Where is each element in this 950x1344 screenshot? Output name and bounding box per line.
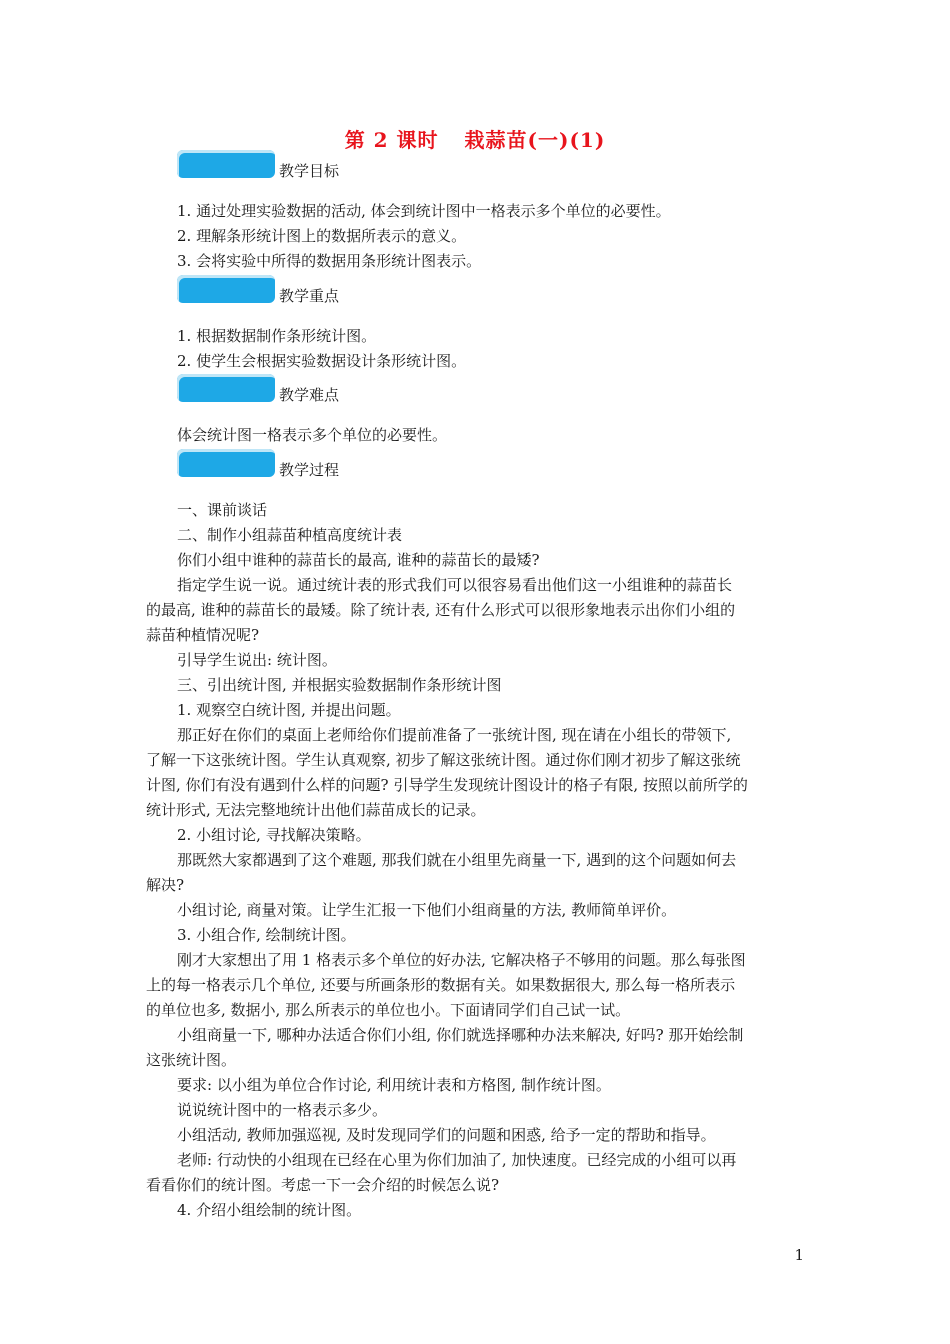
process-line: 解决? [146, 876, 185, 894]
process-line: 二、制作小组蒜苗种植高度统计表 [177, 526, 403, 544]
section-header-difficulties [177, 374, 577, 404]
process-line: 小组商量一下, 哪种办法适合你们小组, 你们就选择哪种办法来解决, 好吗? 那开始绘制 [177, 1026, 744, 1044]
process-line: 那正好在你们的桌面上老师给你们提前准备了一张统计图, 现在请在小组长的带领下, [177, 726, 732, 744]
section-badge [177, 449, 275, 477]
process-line: 计图, 你们有没有遇到什么样的问题? 引导学生发现统计图设计的格子有限, 按照以前所学的 [146, 776, 748, 794]
process-line: 3. 小组合作, 绘制统计图。 [177, 926, 356, 944]
process-line: 的单位也多, 数据小, 那么所表示的单位也小。下面请同学们自己试一试。 [146, 1001, 631, 1019]
title-lesson: 第 2 课时 [344, 128, 439, 152]
process-line: 指定学生说一说。通过统计表的形式我们可以很容易看出他们这一小组谁种的蒜苗长 [177, 576, 733, 594]
process-line: 那既然大家都遇到了这个难题, 那我们就在小组里先商量一下, 遇到的这个问题如何去 [177, 851, 737, 869]
key-point-item: 2. 使学生会根据实验数据设计条形统计图。 [177, 352, 467, 370]
process-line: 统计形式, 无法完整地统计出他们蒜苗成长的记录。 [146, 801, 486, 819]
difficulty-item: 体会统计图一格表示多个单位的必要性。 [177, 426, 448, 444]
process-line: 看看你们的统计图。考虑一下一会介绍的时候怎么说? [146, 1176, 500, 1194]
section-header-key-points [177, 275, 577, 305]
process-line: 的最高, 谁种的蒜苗长的最矮。除了统计表, 还有什么形式可以很形象地表示出你们小组的 [146, 601, 736, 619]
section-label: 教学目标 [279, 162, 340, 180]
process-line: 你们小组中谁种的蒜苗长的最高, 谁种的蒜苗长的最矮? [177, 551, 540, 569]
goal-item: 2. 理解条形统计图上的数据所表示的意义。 [177, 227, 467, 245]
process-line: 引导学生说出: 统计图。 [177, 651, 337, 669]
process-line: 4. 介绍小组绘制的统计图。 [177, 1201, 362, 1219]
section-badge [177, 275, 275, 303]
section-header-process [177, 449, 577, 479]
page-number: 1 [794, 1246, 804, 1264]
process-line: 刚才大家想出了用 1 格表示多个单位的好办法, 它解决格子不够用的问题。那么每张图 [177, 951, 746, 969]
process-line: 2. 小组讨论, 寻找解决策略。 [177, 826, 371, 844]
process-line: 了解一下这张统计图。学生认真观察, 初步了解这张统计图。通过你们刚才初步了解这张统 [146, 751, 741, 769]
process-line: 1. 观察空白统计图, 并提出问题。 [177, 701, 401, 719]
process-line: 老师: 行动快的小组现在已经在心里为你们加油了, 加快速度。已经完成的小组可以再 [177, 1151, 737, 1169]
process-line: 小组活动, 教师加强巡视, 及时发现同学们的问题和困惑, 给予一定的帮助和指导。 [177, 1126, 716, 1144]
page-title [0, 124, 950, 153]
section-label: 教学过程 [279, 461, 340, 479]
section-badge [177, 150, 275, 178]
section-header-goals [177, 150, 577, 180]
process-line: 这张统计图。 [146, 1051, 237, 1069]
process-line: 三、引出统计图, 并根据实验数据制作条形统计图 [177, 676, 502, 694]
section-label: 教学重点 [279, 287, 340, 305]
section-label: 教学难点 [279, 386, 340, 404]
section-badge [177, 374, 275, 402]
process-line: 蒜苗种植情况呢? [146, 626, 260, 644]
goal-item: 3. 会将实验中所得的数据用条形统计图表示。 [177, 252, 482, 270]
process-line: 小组讨论, 商量对策。让学生汇报一下他们小组商量的方法, 教师简单评价。 [177, 901, 677, 919]
process-line: 一、课前谈话 [177, 501, 268, 519]
key-point-item: 1. 根据数据制作条形统计图。 [177, 327, 377, 345]
process-line: 要求: 以小组为单位合作讨论, 利用统计表和方格图, 制作统计图。 [177, 1076, 611, 1094]
process-line: 说说统计图中的一格表示多少。 [177, 1101, 388, 1119]
title-topic: 栽蒜苗(一)(1) [464, 128, 606, 152]
process-line: 上的每一格表示几个单位, 还要与所画条形的数据有关。如果数据很大, 那么每一格所表示 [146, 976, 736, 994]
goal-item: 1. 通过处理实验数据的活动, 体会到统计图中一格表示多个单位的必要性。 [177, 202, 671, 220]
